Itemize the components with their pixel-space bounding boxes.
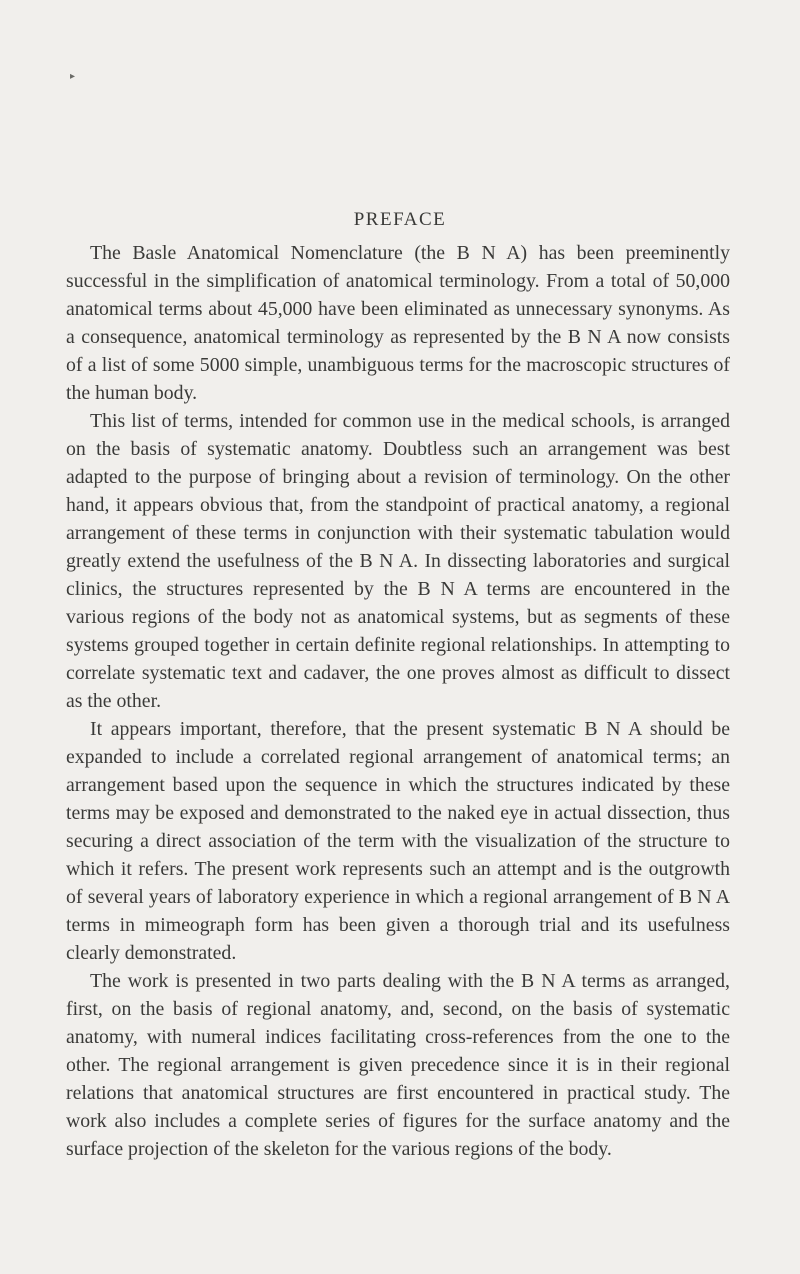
preface-paragraph-4: The work is presented in two parts dealing with the B N A terms as arranged, first, on the basis of regional anatomy, and, second, on the basis of systematic anatomy, with numeral indices facilitating cross-references from the one to the other. The regional arrangement is given precedence since it is in their regional relations that anatomical structures are first encountered in practical study. The work also includes a complete series of figures for the surface anatomy and the surface projection of the skeleton for the various regions of the body. <box>66 970 730 1160</box>
preface-body <box>66 239 730 1163</box>
preface-paragraph-1: The Basle Anatomical Nomenclature (the B N A) has been preeminently successful in the simplification of anatomical terminology. From a total of 50,000 anatomical terms about 45,000 have been eliminated as unnecessary synonyms. As a consequence, anatomical terminology as represented by the B N A now consists of a list of some 5000 simple, unambiguous terms for the macroscopic structures of the human body. <box>66 242 730 404</box>
preface-paragraph-3: It appears important, therefore, that the present systematic B N A should be expanded to include a correlated regional arrangement of anatomical terms; an arrangement based upon the sequence in which the structures indicated by these terms may be exposed and demonstrated to the naked eye in actual dissection, thus securing a direct association of the term with the visualization of the structure to which it refers. The present work represents such an attempt and is the outgrowth of several years of laboratory experience in which a regional arrangement of B N A terms in mimeograph form has been given a thorough trial and its usefulness clearly demonstrated. <box>66 718 730 964</box>
preface-paragraph-2: This list of terms, intended for common use in the medical schools, is arranged on the basis of systematic anatomy. Doubtless such an arrangement was best adapted to the purpose of bringing about a revision of terminology. On the other hand, it appears obvious that, from the standpoint of practical anatomy, a regional arrangement of these terms in conjunction with their systematic tabulation would greatly extend the usefulness of the B N A. In dissecting laboratories and surgical clinics, the structures represented by the B N A terms are encountered in the various regions of the body not as anatomical systems, but as segments of these systems grouped together in certain definite regional relationships. In attempting to correlate systematic text and cadaver, the one proves almost as difficult to dissect as the other. <box>66 410 730 712</box>
page-speck-mark: ▸ <box>70 71 76 82</box>
page-title: PREFACE <box>353 209 447 230</box>
